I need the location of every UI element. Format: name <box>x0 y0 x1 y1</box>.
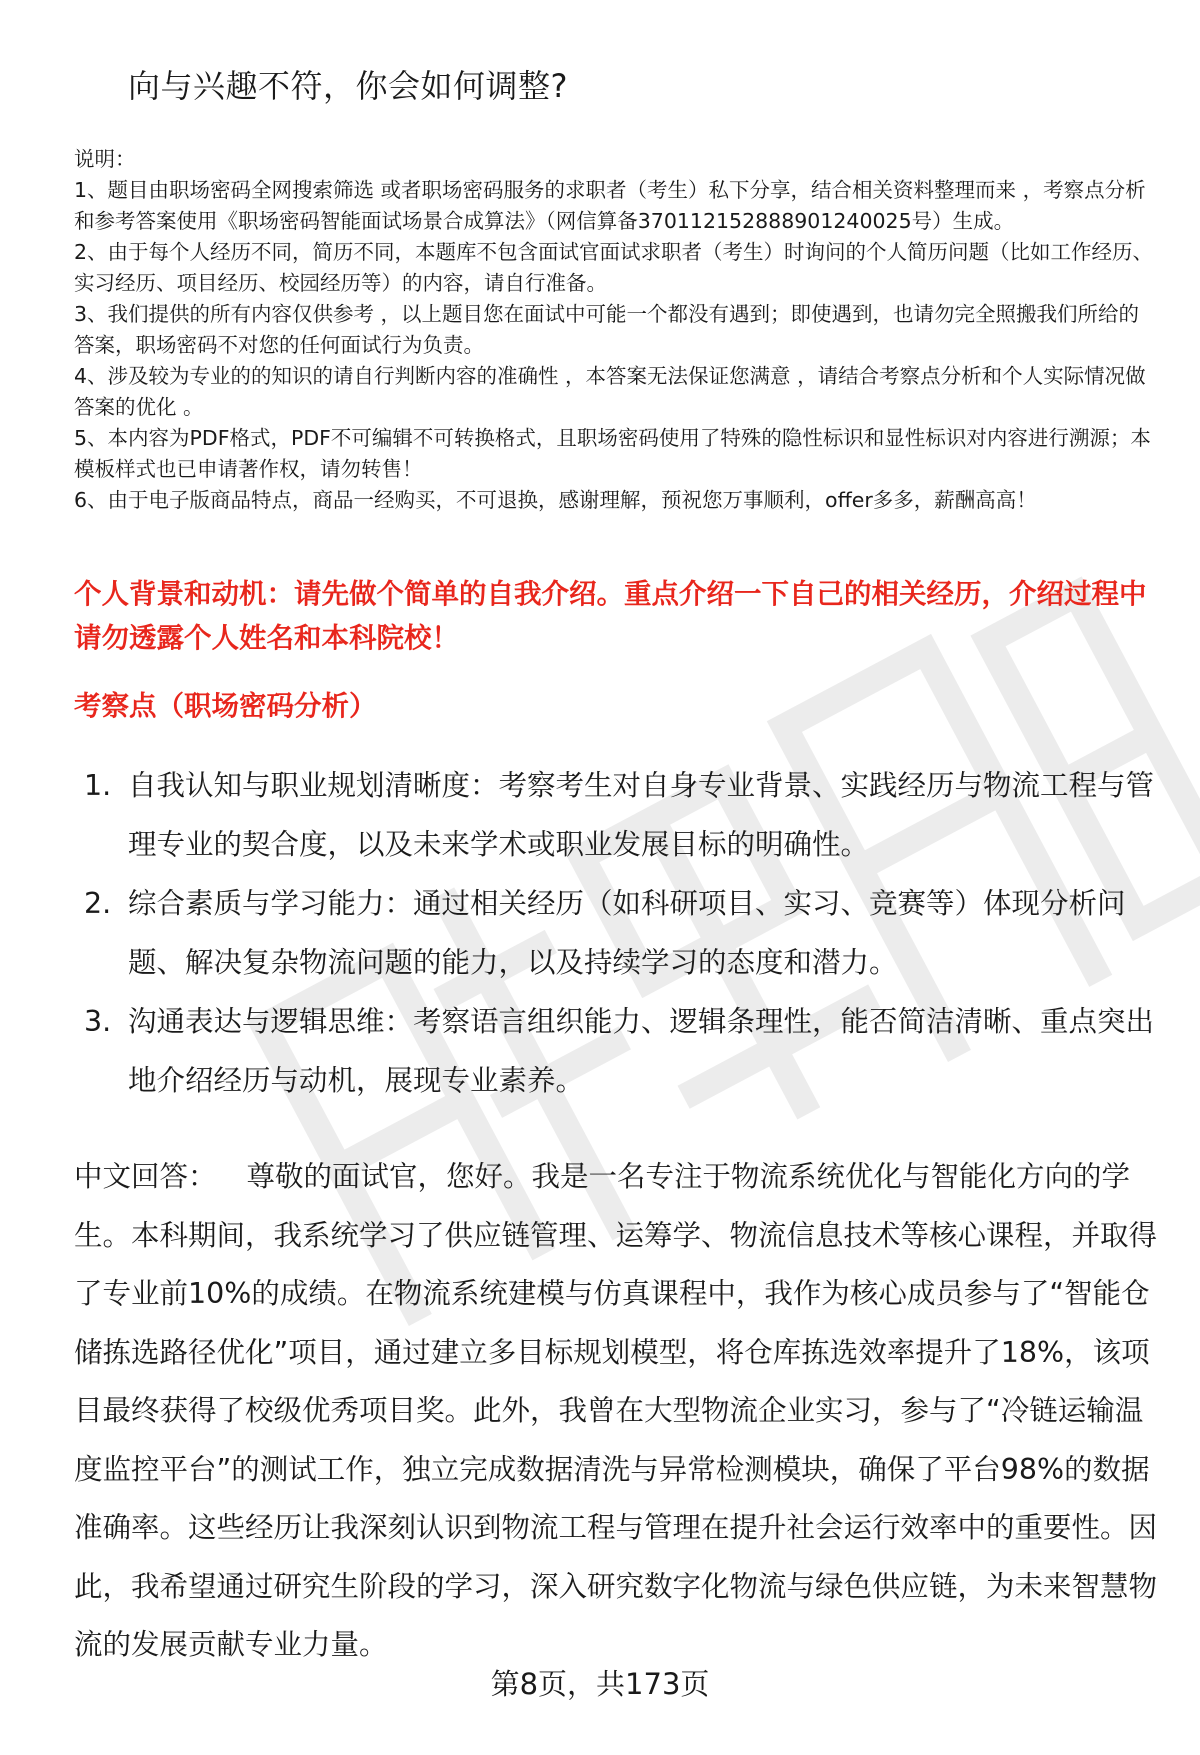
key-point-item <box>84 992 1164 1110</box>
note-item: 3、我们提供的所有内容仅供参考 ，以上题目您在面试中可能一个都没有遇到；即使遇到，也请勿完全照搬我们所给的答案，职场密码不对您的任何面试行为负责。 <box>74 302 1140 357</box>
key-point-number: 1. <box>84 769 112 802</box>
question-heading: 个人背景和动机：请先做个简单的自我介绍。重点介绍一下自己的相关经历，介绍过程中请勿透露个人姓名和本科院校！ <box>74 578 1147 654</box>
disclaimer-notes <box>74 144 1154 516</box>
note-item: 5、本内容为PDF格式，PDF不可编辑不可转换格式，且职场密码使用了特殊的隐性标识和显性标识对内容进行溯源；本模板样式也已申请著作权，请勿转售！ <box>74 426 1151 481</box>
note-item: 4、涉及较为专业的的知识的请自行判断内容的准确性 ，本答案无法保证您满意 ，请结合考察点分析和个人实际情况做答案的优化 。 <box>74 364 1146 419</box>
answer-paragraph <box>74 1148 1164 1675</box>
key-point-text: 自我认知与职业规划清晰度：考察考生对自身专业背景、实践经历与物流工程与管理专业的契合度，以及未来学术或职业发展目标的明确性。 <box>128 769 1155 861</box>
key-point-item <box>84 756 1164 874</box>
key-points-heading: 考察点（职场密码分析） <box>74 690 377 722</box>
key-point-number: 3. <box>84 1005 112 1038</box>
key-point-text: 沟通表达与逻辑思维：考察语言组织能力、逻辑条理性，能否简洁清晰、重点突出地介绍经历与动机，展现专业素养。 <box>128 1005 1155 1097</box>
key-point-item <box>84 874 1164 992</box>
note-item: 1、题目由职场密码全网搜索筛选 或者职场密码服务的求职者（考生）私下分享，结合相关资料整理而来 ，考察点分析和参考答案使用《职场密码智能面试场景合成算法》（网信算备370112152888901240025号）生成。 <box>74 178 1146 233</box>
key-point-text: 综合素质与学习能力：通过相关经历（如科研项目、实习、竞赛等）体现分析问题、解决复杂物流问题的能力，以及持续学习的态度和潜力。 <box>128 887 1126 979</box>
carry-over-question-text: 向与兴趣不符，你会如何调整? <box>128 67 568 105</box>
page-number-footer: 第8页，共173页 <box>490 1667 710 1701</box>
note-item: 2、由于每个人经历不同，简历不同，本题库不包含面试官面试求职者（考生）时询问的个人简历问题（比如工作经历、实习经历、项目经历、校园经历等）的内容，请自行准备。 <box>74 240 1154 295</box>
answer-text: 尊敬的面试官，您好。我是一名专注于物流系统优化与智能化方向的学生。本科期间，我系统学习了供应链管理、运筹学、物流信息技术等核心课程，并取得了专业前10%的成绩。在物流系统建模与仿真课程中，我作为核心成员参与了“智能仓储拣选路径优化”项目，通过建立多目标规划模型，将仓库拣选效率提升了18%，该项目最终获得了校级优秀项目奖。此外，我曾在大型物流企业实习，参与了“冷链运输温度监控平台”的测试工作，独立完成数据清洗与异常检测模块，确保了平台98%的数据准确率。这些经历让我深刻认识到物流工程与管理在提升社会运行效率中的重要性。因此，我希望通过研究生阶段的学习，深入研究数字化物流与绿色供应链，为未来智慧物流的发展贡献专业力量。 <box>74 1160 1158 1661</box>
answer-label: 中文回答： <box>74 1160 217 1193</box>
key-points-list <box>84 756 1164 1110</box>
key-point-number: 2. <box>84 887 112 920</box>
note-item: 6、由于电子版商品特点，商品一经购买，不可退换，感谢理解，预祝您万事顺利，offer多多，薪酬高高！ <box>74 488 1037 512</box>
notes-title: 说明： <box>74 147 136 171</box>
